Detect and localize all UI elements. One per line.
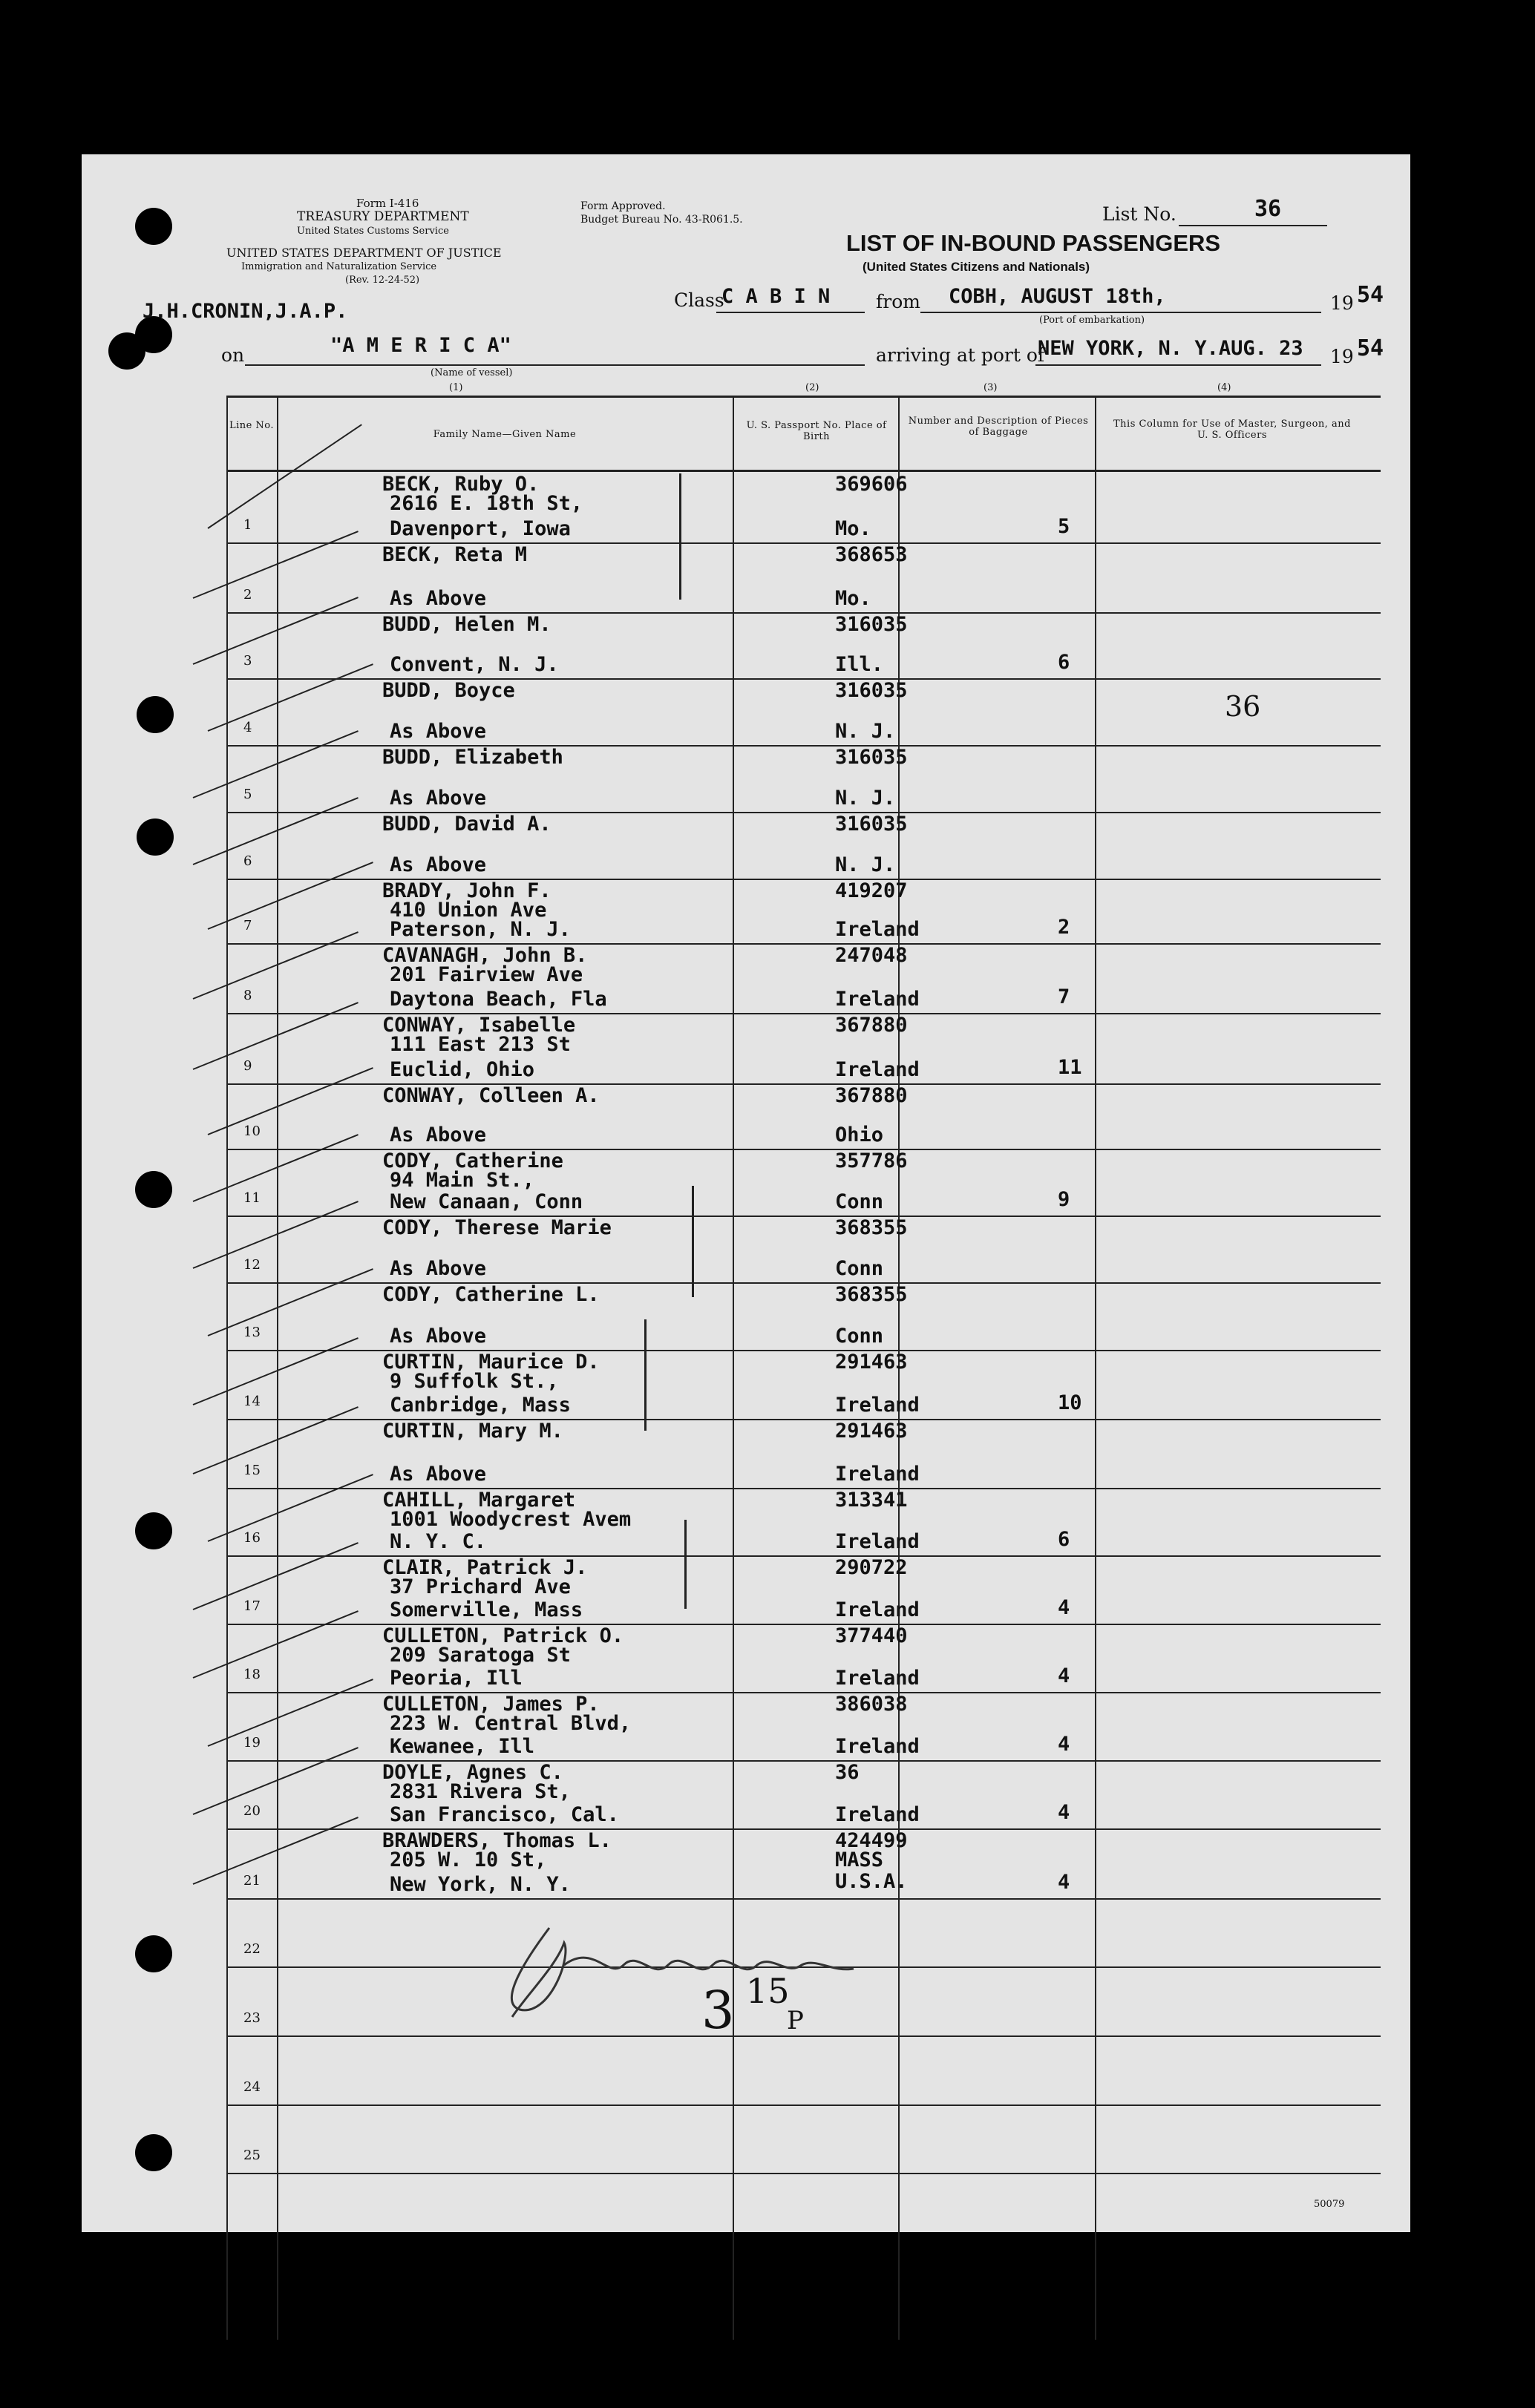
line-number: 14 [243, 1394, 261, 1409]
baggage-count: 7 [1058, 985, 1070, 1008]
passenger-city: Convent, N. J. [390, 653, 559, 676]
baggage-count: 4 [1058, 1596, 1070, 1619]
place-of-birth: Ohio [835, 1123, 884, 1146]
check-mark [193, 1817, 359, 1885]
passenger-name: CODY, Therese Marie [382, 1216, 612, 1239]
passenger-city: Canbridge, Mass [390, 1394, 571, 1417]
header-baggage: Number and Description of Pieces of Baggage [908, 416, 1089, 438]
passenger-name: CURTIN, Maurice D. [382, 1351, 600, 1374]
from-line [920, 312, 1321, 313]
passenger-name: DOYLE, Agnes C. [382, 1761, 563, 1784]
line-number: 1 [243, 517, 252, 533]
passenger-address: 94 Main St., [390, 1169, 535, 1192]
passenger-name: BUDD, Elizabeth [382, 746, 563, 769]
place-of-birth: Ireland [835, 1463, 920, 1486]
col-num-2: (2) [805, 382, 819, 393]
passenger-address: 111 East 213 St [390, 1033, 571, 1056]
check-mark [193, 730, 359, 798]
ins-service: Immigration and Naturalization Service [241, 261, 437, 272]
on-label: on [221, 344, 245, 366]
embark-caption: (Port of embarkation) [1039, 315, 1145, 326]
check-mark [208, 1268, 373, 1336]
baggage-count: 9 [1058, 1188, 1070, 1211]
passport-number: 369606 [835, 473, 908, 496]
place-of-birth: Mo. [835, 517, 871, 540]
line-number: 22 [243, 1941, 261, 1957]
passenger-address: 205 W. 10 St, [390, 1848, 547, 1871]
passport-number: 316035 [835, 679, 908, 702]
passenger-name: BRAWDERS, Thomas L. [382, 1829, 612, 1852]
passenger-name: CULLETON, Patrick O. [382, 1624, 624, 1647]
passenger-name: CURTIN, Mary M. [382, 1420, 563, 1443]
punch-hole [135, 208, 172, 245]
table-top-rule [226, 396, 1381, 398]
passport-number: 316035 [835, 746, 908, 769]
baggage-count: 2 [1058, 916, 1070, 939]
line-number: 15 [243, 1463, 261, 1478]
passenger-address: 37 Prichard Ave [390, 1575, 571, 1598]
line-number: 18 [243, 1667, 261, 1682]
col-rule-line [277, 396, 278, 2340]
line-number: 13 [243, 1325, 261, 1340]
passenger-city: As Above [390, 720, 487, 743]
check-mark [193, 1337, 359, 1405]
place-of-birth: Ireland [835, 1667, 920, 1690]
baggage-count: 4 [1058, 1664, 1070, 1687]
vessel-caption: (Name of vessel) [431, 367, 513, 378]
passenger-city: As Above [390, 1257, 487, 1280]
passenger-city: Peoria, Ill [390, 1667, 523, 1690]
place-of-birth: Ireland [835, 1803, 920, 1826]
passenger-city: San Francisco, Cal. [390, 1803, 619, 1826]
passport-number: 357786 [835, 1149, 908, 1172]
header-line-no: Line No. [229, 420, 275, 431]
passport-number: 367880 [835, 1084, 908, 1107]
signature-scribble [482, 1913, 868, 2032]
passport-number: 424499 [835, 1829, 908, 1852]
passenger-city: As Above [390, 1123, 487, 1146]
passport-number: 316035 [835, 613, 908, 636]
punch-hole [137, 696, 174, 733]
punch-hole [135, 2134, 172, 2171]
passenger-name: BECK, Reta M [382, 543, 528, 566]
arrival-value: NEW YORK, N. Y.AUG. 23 [1038, 337, 1303, 360]
check-mark [193, 1134, 359, 1202]
place-of-birth: Ireland [835, 988, 920, 1011]
passenger-address: 209 Saratoga St [390, 1644, 571, 1667]
from-value: COBH, AUGUST 18th, [949, 285, 1166, 308]
baggage-count: 4 [1058, 1733, 1070, 1756]
passenger-city: N. Y. C. [390, 1530, 487, 1553]
baggage-count: 5 [1058, 515, 1070, 538]
arrival-line [1035, 364, 1321, 366]
passport-number: 377440 [835, 1624, 908, 1647]
passenger-city: As Above [390, 853, 487, 876]
place-of-birth: Ill. [835, 653, 884, 676]
passenger-name: BECK, Ruby O. [382, 473, 540, 496]
tally-mark-c: P [787, 2006, 804, 2035]
baggage-count: 6 [1058, 651, 1070, 674]
form-approved: Form Approved. [580, 200, 666, 212]
passenger-city: Davenport, Iowa [390, 517, 571, 540]
line-number: 20 [243, 1803, 261, 1819]
header-passport: U. S. Passport No. Place of Birth [746, 420, 887, 442]
place-of-birth: Ireland [835, 1058, 920, 1081]
line-number: 2 [243, 587, 252, 603]
year-prefix: 19 [1330, 292, 1354, 314]
arrival-year-prefix: 19 [1330, 346, 1354, 367]
place-of-birth: N. J. [835, 853, 896, 876]
form-revision: (Rev. 12-24-52) [345, 275, 420, 286]
list-no-line [1179, 225, 1327, 226]
check-mark [193, 1610, 359, 1679]
line-number: 9 [243, 1058, 252, 1074]
line-number: 24 [243, 2079, 261, 2095]
col-num-3: (3) [983, 382, 998, 393]
line-number: 16 [243, 1530, 261, 1546]
passport-number: 419207 [835, 879, 908, 902]
family-bracket [684, 1520, 687, 1609]
place-of-birth: Ireland [835, 1530, 920, 1553]
passport-number: 368355 [835, 1216, 908, 1239]
place-of-birth: N. J. [835, 720, 896, 743]
passenger-name: CONWAY, Isabelle [382, 1014, 576, 1037]
check-mark [208, 1474, 373, 1542]
passenger-city: Daytona Beach, Fla [390, 988, 607, 1011]
passport-number: 368653 [835, 543, 908, 566]
place-of-birth: Ireland [835, 1735, 920, 1758]
passenger-name: BUDD, Helen M. [382, 613, 552, 636]
line-number: 21 [243, 1873, 261, 1889]
line-number: 25 [243, 2148, 261, 2163]
from-label: from [876, 291, 920, 312]
line-number: 10 [243, 1123, 261, 1139]
passenger-address: 9 Suffolk St., [390, 1370, 559, 1393]
passenger-city: New York, N. Y. [390, 1873, 571, 1896]
line-number: 19 [243, 1735, 261, 1751]
passenger-city: As Above [390, 787, 487, 810]
place-of-birth: Conn [835, 1190, 884, 1213]
family-bracket [692, 1186, 694, 1297]
col-num-1: (1) [449, 382, 463, 393]
passenger-name: CULLETON, James P. [382, 1693, 600, 1716]
place-of-birth: Ireland [835, 1598, 920, 1621]
passenger-address: 410 Union Ave [390, 899, 547, 922]
class-line [716, 312, 865, 313]
passport-number: 36 [835, 1761, 860, 1784]
passenger-name: CAVANAGH, John B. [382, 944, 588, 967]
row-rule [226, 2173, 1381, 2174]
passenger-city: As Above [390, 1463, 487, 1486]
passenger-name: CONWAY, Colleen A. [382, 1084, 600, 1107]
check-mark [193, 931, 359, 1000]
class-label: Class [674, 289, 724, 311]
passport-number: 367880 [835, 1014, 908, 1037]
passenger-address: 1001 Woodycrest Avem [390, 1508, 632, 1531]
officer-column-number: 36 [1225, 690, 1261, 723]
line-number: 12 [243, 1257, 261, 1273]
tally-mark-a: 3 [701, 1980, 735, 2041]
passport-number: 316035 [835, 813, 908, 836]
passenger-address: 201 Fairview Ave [390, 963, 583, 986]
year-suffix: 54 [1357, 282, 1384, 308]
place-of-birth: N. J. [835, 787, 896, 810]
place-of-birth: Conn [835, 1325, 884, 1348]
line-number: 23 [243, 2010, 261, 2026]
passenger-name: CODY, Catherine L. [382, 1283, 600, 1306]
family-bracket [679, 473, 681, 600]
check-mark [208, 663, 373, 732]
row-rule [226, 2104, 1381, 2106]
punch-hole [135, 1935, 172, 1972]
col-rule-name [733, 396, 734, 2340]
customs-service: United States Customs Service [297, 226, 449, 237]
passenger-city: As Above [390, 587, 487, 610]
passenger-address: 2831 Rivera St, [390, 1780, 571, 1803]
line-number: 5 [243, 787, 252, 802]
check-mark [193, 1406, 359, 1474]
passenger-name: CODY, Catherine [382, 1149, 563, 1172]
check-mark [193, 1201, 359, 1269]
line-number: 3 [243, 653, 252, 669]
class-value: C A B I N [721, 285, 831, 308]
check-mark [208, 1067, 373, 1135]
baggage-count: 11 [1058, 1056, 1082, 1079]
col-rule-baggage [1095, 396, 1096, 2340]
passenger-city: Paterson, N. J. [390, 918, 571, 941]
passenger-city: New Canaan, Conn [390, 1190, 583, 1213]
baggage-count: 10 [1058, 1391, 1082, 1414]
check-mark [208, 862, 373, 930]
place-of-birth: Ireland [835, 918, 920, 941]
check-mark [193, 1002, 359, 1070]
arriving-label: arriving at port of [876, 344, 1045, 366]
passenger-name: BUDD, Boyce [382, 679, 515, 702]
line-number: 4 [243, 720, 252, 735]
footer-code: 50079 [1314, 2199, 1345, 2210]
check-mark [193, 1747, 359, 1815]
passenger-city: Somerville, Mass [390, 1598, 583, 1621]
row-rule [226, 2035, 1381, 2037]
passenger-address: 2616 E. 18th St, [390, 492, 583, 515]
line-number: 17 [243, 1598, 261, 1614]
list-no-value: 36 [1254, 196, 1282, 222]
header-bottom-rule [226, 470, 1381, 472]
vessel-name: "A M E R I C A" [330, 334, 511, 357]
passport-number: 368355 [835, 1283, 908, 1306]
passport-number: 290722 [835, 1556, 908, 1579]
punch-hole [135, 1171, 172, 1208]
punch-hole [135, 1512, 172, 1549]
passport-number: 291463 [835, 1420, 908, 1443]
check-mark [193, 531, 359, 599]
header-officers: This Column for Use of Master, Surgeon, and U. S. Officers [1113, 419, 1351, 441]
line-number: 11 [243, 1190, 261, 1206]
passport-number: 386038 [835, 1693, 908, 1716]
place-of-birth: MASS U.S.A. [835, 1848, 908, 1893]
check-mark [193, 797, 359, 865]
baggage-count: 4 [1058, 1801, 1070, 1824]
line-number: 8 [243, 988, 252, 1003]
budget-bureau: Budget Bureau No. 43-R061.5. [580, 214, 743, 226]
passport-number: 313341 [835, 1489, 908, 1512]
family-bracket [644, 1319, 647, 1431]
passenger-city: Kewanee, Ill [390, 1735, 535, 1758]
treasury-dept: TREASURY DEPARTMENT [297, 209, 469, 224]
document-page [82, 154, 1410, 2232]
check-mark [193, 597, 359, 665]
passenger-name: CAHILL, Margaret [382, 1489, 576, 1512]
passenger-name: CLAIR, Patrick J. [382, 1556, 588, 1579]
passport-number: 291463 [835, 1351, 908, 1374]
passenger-city: Euclid, Ohio [390, 1058, 535, 1081]
baggage-count: 6 [1058, 1528, 1070, 1551]
punch-hole [137, 818, 174, 856]
passenger-name: BRADY, John F. [382, 879, 552, 902]
col-num-4: (4) [1217, 382, 1231, 393]
line-number: 6 [243, 853, 252, 869]
page-subtitle: (United States Citizens and Nationals) [863, 260, 1090, 274]
arrival-year-suffix: 54 [1357, 335, 1384, 361]
passenger-city: As Above [390, 1325, 487, 1348]
vessel-line [245, 364, 865, 366]
baggage-count: 4 [1058, 1871, 1070, 1894]
justice-dept: UNITED STATES DEPARTMENT OF JUSTICE [226, 246, 502, 260]
passport-number: 247048 [835, 944, 908, 967]
passenger-name: BUDD, David A. [382, 813, 552, 836]
officer-name: J.H.CRONIN,J.A.P. [143, 300, 348, 323]
passenger-address: 223 W. Central Blvd, [390, 1712, 632, 1735]
table-left-rule [226, 396, 228, 2340]
header-name: Family Name—Given Name [433, 429, 577, 440]
place-of-birth: Mo. [835, 587, 871, 610]
place-of-birth: Ireland [835, 1394, 920, 1417]
place-of-birth: Conn [835, 1257, 884, 1280]
form-number: Form I-416 [356, 197, 419, 210]
list-no-label: List No. [1102, 203, 1176, 225]
check-mark [208, 1679, 373, 1747]
line-number: 7 [243, 918, 252, 934]
tally-mark-b: 15 [746, 1971, 790, 2011]
page-title: LIST OF IN-BOUND PASSENGERS [846, 230, 1221, 256]
check-mark [193, 1542, 359, 1610]
row-rule [226, 1898, 1381, 1900]
